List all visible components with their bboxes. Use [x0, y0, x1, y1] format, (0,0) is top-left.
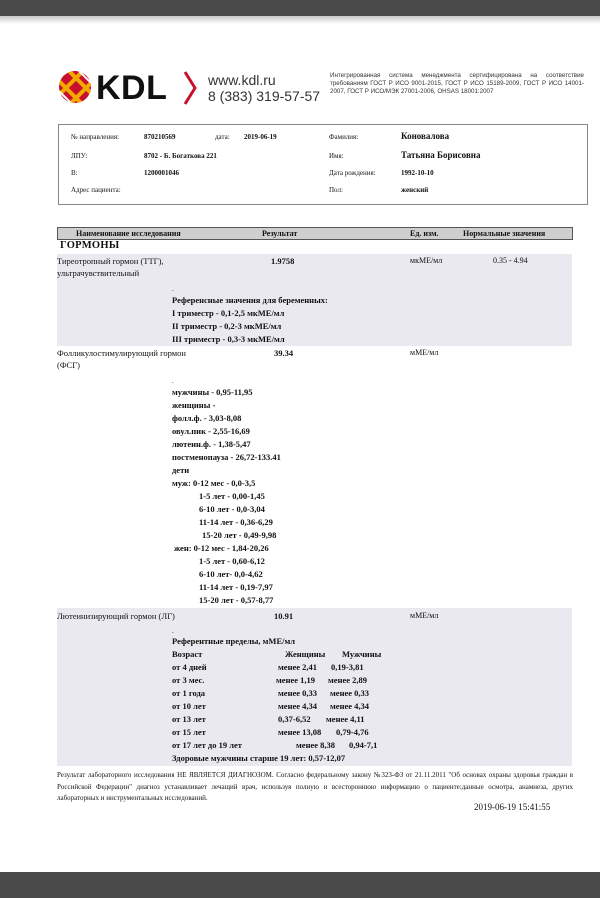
- surname-value: Коновалова: [401, 131, 450, 141]
- dob-value: 1992-10-10: [401, 169, 434, 177]
- lpu-label: ЛПУ:: [71, 152, 88, 160]
- lh-women: менее 1,19: [276, 675, 316, 685]
- results-table-header: [57, 227, 573, 240]
- fsh-note-line: 11-14 лет - 0,19-7,97: [199, 582, 273, 592]
- ttg-note-line: I триместр - 0,1-2,5 мкМЕ/мл: [172, 308, 285, 318]
- lpu-value: 8702 - Б. Богаткова 221: [144, 152, 217, 160]
- fsh-note-line: дети: [172, 465, 190, 475]
- referral-label: № направления:: [71, 133, 120, 141]
- name-label: Имя:: [329, 152, 344, 160]
- patient-info-box: [58, 124, 588, 205]
- sex-label: Пол:: [329, 186, 343, 194]
- lh-age: от 17 лет до 19 лет: [172, 740, 242, 750]
- ttg-note-line: III триместр - 0,3-3 мкМЕ/мл: [172, 334, 285, 344]
- lh-men: менее 4,11: [326, 714, 365, 724]
- lh-age: от 3 мес.: [172, 675, 205, 685]
- test-name-line2: (ФСГ): [57, 360, 80, 370]
- certification-text: Интегрированная система менеджмента сертифицирована на соответствие требованиям ГОСТ Р ИСО 9001-2015, ГОСТ Р ИСО 15189-2009, ГОСТ Р ИСО 14001-2007, ГОСТ Р ИСО/МЭК 27001-2006, OHSAS 18001:2007: [330, 72, 584, 96]
- test-result: 1.9758: [271, 256, 295, 266]
- disclaimer-text: Результат лабораторного исследования НЕ ЯВЛЯЕТСЯ ДИАГНОЗОМ. Согласно федеральному закону №323-ФЗ от 21.11.2011 "Об основах охраны здоровья граждан в Российской Федерации" диагноз устанавливает лечащий врач, используя полную и всестороннюю информацию о пациенте:данные осмотра, анамнеза, других лабораторных и инструментальных исследований.: [57, 771, 573, 802]
- chevron-right-icon: [183, 70, 197, 106]
- lh-col-women: Женщины: [285, 649, 326, 659]
- lh-age: от 4 дней: [172, 662, 207, 672]
- col-unit-header: Ед. изм.: [410, 229, 439, 238]
- referral-value: 870210569: [144, 133, 176, 141]
- logo-text: KDL: [96, 69, 168, 107]
- kdl-logo-mark-icon: [58, 70, 92, 104]
- lh-note-title: Референтные пределы, мМЕ/мл: [172, 636, 296, 646]
- test-name-line1: Лютеинизирующий гормон (ЛГ): [57, 611, 175, 621]
- lh-age: от 13 лет: [172, 714, 206, 724]
- test-name-line1: Тиреотропный гормон (ТТГ),: [57, 256, 164, 266]
- lh-women: менее 0,33: [278, 688, 318, 698]
- lh-men: 0,19-3,81: [331, 662, 364, 672]
- lh-age: от 15 лет: [172, 727, 206, 737]
- fsh-note-line: женщины -: [172, 400, 216, 410]
- test-norm: 0.35 - 4.94: [493, 256, 528, 265]
- fsh-note-line: 1-5 лет - 0,60-6,12: [199, 556, 265, 566]
- kdl-logo: [58, 68, 188, 108]
- lh-men: менее 2,89: [328, 675, 368, 685]
- fsh-note-line: 15-20 лет - 0,49-9,98: [202, 530, 277, 540]
- fsh-note-line: 6-10 лет- 0,0-4,62: [199, 569, 263, 579]
- fsh-note-line: мужчины - 0,95-11,95: [172, 387, 253, 397]
- phone-number[interactable]: 8 (383) 319-57-57: [208, 88, 321, 104]
- lh-age: от 10 лет: [172, 701, 206, 711]
- name-value: Татьяна Борисовна: [401, 150, 481, 160]
- top-dark-bar: [0, 0, 600, 16]
- section-title: ГОРМОНЫ: [60, 240, 120, 251]
- fsh-note-line: жен: 0-12 мес - 1,84-20,26: [174, 543, 269, 553]
- lh-men: менее 4,34: [330, 701, 370, 711]
- col-norm-header: Нормальные значения: [463, 229, 546, 238]
- fsh-note-line: фолл.ф. - 3,03-8,08: [172, 413, 242, 423]
- lh-women: менее 13,08: [278, 727, 322, 737]
- lh-men: 0,94-7,1: [349, 740, 378, 750]
- ttg-note-line: II триместр - 0,2-3 мкМЕ/мл: [172, 321, 282, 331]
- fsh-note-line: 11-14 лет - 0,36-6,29: [199, 517, 273, 527]
- fsh-note-line: овул.пик - 2,55-16,69: [172, 426, 250, 436]
- test-name-line2: ультрачувствительный: [57, 268, 140, 278]
- lh-men: 0,79-4,76: [336, 727, 369, 737]
- date-value: 2019-06-19: [244, 133, 277, 141]
- lh-men: менее 0,33: [330, 688, 370, 698]
- test-unit: мкМЕ/мл: [410, 256, 443, 265]
- fsh-note-line: муж: 0-12 мес - 0,0-3,5: [172, 478, 256, 488]
- sex-value: женский: [401, 186, 429, 194]
- v-value: 1200001046: [144, 169, 179, 177]
- ttg-note-line: Референсные значения для беременных:: [172, 295, 328, 305]
- lh-note-last: Здоровые мужчины старше 19 лет: 0,57-12,07: [172, 753, 346, 763]
- test-result: 10.91: [274, 611, 294, 621]
- v-label: В:: [71, 169, 78, 177]
- test-result: 39.34: [274, 348, 294, 358]
- fsh-note-line: 1-5 лет - 0,00-1,45: [199, 491, 265, 501]
- col-name-header: Наименование исследования: [76, 229, 181, 238]
- fsh-note-line: лютеин.ф. - 1,38-5,47: [172, 439, 251, 449]
- lh-women: менее 2,41: [278, 662, 318, 672]
- lh-women: 0,37-6,52: [278, 714, 311, 724]
- lh-women: менее 8,38: [296, 740, 336, 750]
- test-unit: мМЕ/мл: [410, 611, 439, 620]
- lh-women: менее 4,34: [278, 701, 318, 711]
- print-timestamp: 2019-06-19 15:41:55: [474, 802, 551, 812]
- lh-col-men: Мужчины: [342, 649, 382, 659]
- test-name-line1: Фолликулостимулирующий гормон: [57, 348, 186, 358]
- col-result-header: Результат: [262, 229, 298, 238]
- test-unit: мМЕ/мл: [410, 348, 439, 357]
- website-link[interactable]: www.kdl.ru: [208, 72, 276, 88]
- dob-label: Дата рождения:: [329, 169, 376, 177]
- date-label: дата:: [215, 133, 230, 141]
- lh-col-age: Возраст: [172, 649, 203, 659]
- fsh-note-line: постменопауза - 26,72-133.41: [172, 452, 281, 462]
- fsh-note-line: 6-10 лет - 0,0-3,04: [199, 504, 265, 514]
- fsh-note-line: 15-20 лет - 0,57-8,77: [199, 595, 274, 605]
- lh-age: от 1 года: [172, 688, 206, 698]
- bottom-dark-bar: [0, 872, 600, 898]
- address-label: Адрес пациента:: [71, 186, 121, 194]
- surname-label: Фамилия:: [329, 133, 359, 141]
- paper-edge-shadow: [0, 16, 600, 24]
